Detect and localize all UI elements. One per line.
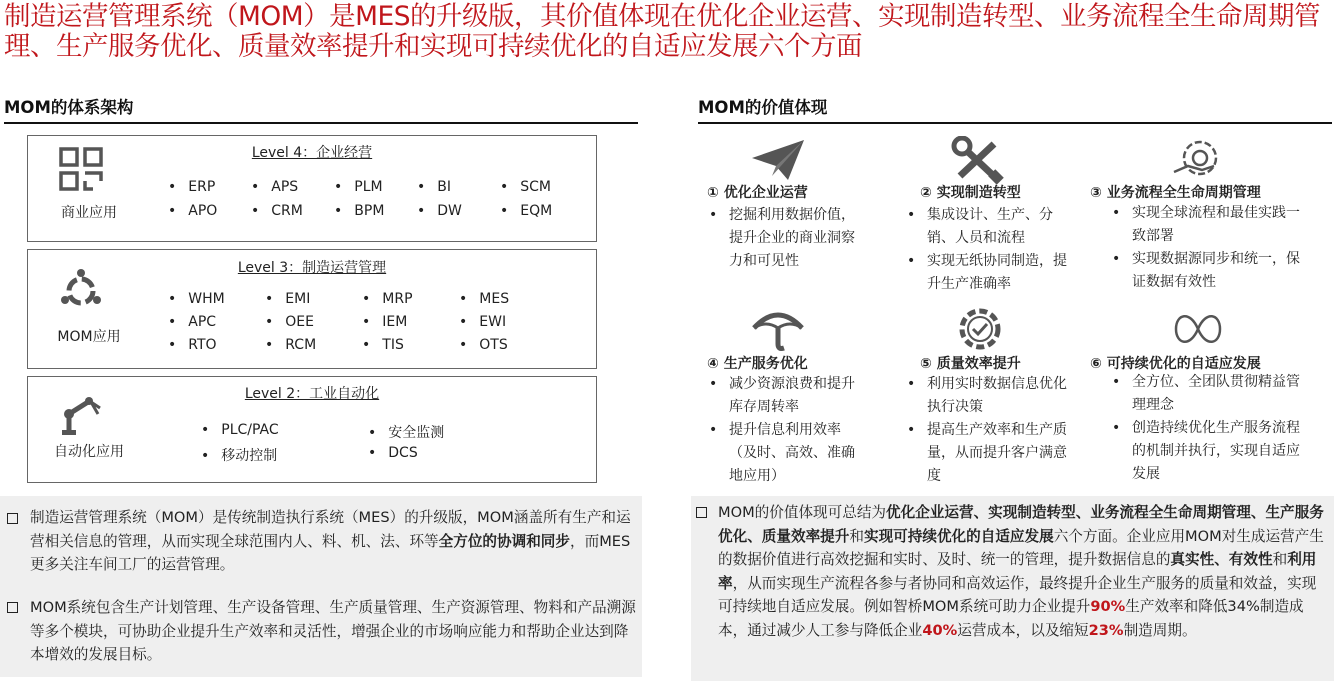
level-2-title: Level 2：工业自动化 [244,386,380,402]
value-4-bullets [707,373,867,488]
level-3-box [27,249,597,369]
item-safety-monitoring: • 安全监测 [368,422,444,442]
value-6-title: ⑥ 可持续优化的自适应发展 [1090,356,1261,372]
item-emi: • EMI [265,291,310,307]
checkbox-bullet-icon [696,507,707,518]
value-5-bullets [905,373,1080,488]
wrench-screwdriver-icon [950,136,1010,186]
page-title: 制造运营管理系统（MOM）是MES的升级版，其价值体现在优化企业运营、实现制造转型、业务流程全生命周期管理、生产服务优化、质量效率提升和实现可持续优化的自适应发展六个方面 [4,1,1321,62]
level-2-label: 自动化应用 [54,444,124,460]
umbrella-icon [748,304,808,354]
value-2-bullet: • 实现无纸协同制造，提升生产准确率 [905,250,1080,296]
level-3-label: MOM应用 [57,329,121,345]
value-2-bullets [905,204,1080,296]
item-bi: • BI [417,179,451,195]
item-ots: • OTS [459,337,508,353]
item-dcs: • DCS [368,445,418,461]
item-plm: • PLM [334,179,383,195]
grid-apps-icon [58,146,104,192]
item-eqm: • EQM [500,203,552,219]
item-crm: • CRM [251,203,303,219]
infinity-icon [1168,304,1228,354]
value-heading: MOM的价值体现 [698,94,1332,124]
item-rcm: • RCM [265,337,316,353]
value-6-bullet: • 创造持续优化生产服务流程的机制并执行，实现自适应发展 [1110,417,1305,486]
item-ewi: • EWI [459,314,506,330]
item-whm: • WHM [168,291,225,307]
gear-check-icon [950,304,1010,354]
item-aps: • APS [251,179,298,195]
value-summary-text: MOM的价值体现可总结为优化企业运营、实现制造转型、业务流程全生命周期管理、生产服务优化、质量效率提升和实现可持续优化的自适应发展六个方面。企业应用MOM对生成运营产生的数据价值进行高效挖掘和实时、及时、统一的管理，提升数据信息的真实性、有效性和利用率，从而实现生产流程各参与者协同和高效运作，最终提升企业生产服务的质量和效益，实现可持续地自适应发展。例如智桥MOM系统可助力企业提升90%生产效率和降低34%制造成本，通过减少人工参与降低企业40%运营成本，以及缩短23%制造周期。 [718,504,1324,639]
item-mes: • MES [459,291,509,307]
value-1-bullets [707,204,867,273]
architecture-heading: MOM的体系架构 [4,94,638,124]
item-plc-pac: • PLC/PAC [201,422,279,438]
architecture-notes [0,496,642,677]
value-3-bullets [1110,202,1305,294]
level-4-title: Level 4：企业经营 [251,145,373,161]
value-5-title: ⑤ 质量效率提升 [920,356,1021,372]
robot-arm-icon [58,392,104,438]
item-motion-control: • 移动控制 [201,445,277,465]
item-mrp: • MRP [362,291,413,307]
architecture-note-2: MOM系统包含生产计划管理、生产设备管理、生产质量管理、生产资源管理、物料和产品溯源等多个模块，可协助企业提升生产效率和灵活性，增强企业的市场响应能力和帮助企业达到降本增效的发展目标。 [30,599,636,663]
value-3-title: ③ 业务流程全生命周期管理 [1090,185,1261,201]
value-4-bullet: • 提升信息利用效率（及时、高效、准确地应用） [707,419,867,488]
item-apo: • APO [168,203,217,219]
paper-plane-icon [748,136,808,186]
value-1-bullet: • 挖掘利用数据价值，提升企业的商业洞察力和可见性 [707,204,867,273]
value-5-bullet: • 利用实时数据信息优化执行决策 [905,373,1080,419]
item-iem: • IEM [362,314,407,330]
checkbox-bullet-icon [7,513,18,524]
item-tis: • TIS [362,337,404,353]
item-bpm: • BPM [334,203,384,219]
level-4-label: 商业应用 [61,205,117,221]
item-apc: • APC [168,314,216,330]
value-2-bullet: • 集成设计、生产、分销、人员和流程 [905,204,1080,250]
value-3-bullet: • 实现数据源同步和统一，保证数据有效性 [1110,248,1305,294]
gear-network-icon [58,268,104,314]
level-4-box [27,135,597,242]
item-scm: • SCM [500,179,551,195]
value-4-title: ④ 生产服务优化 [707,356,808,372]
gear-hand-icon [1168,136,1228,186]
value-3-bullet: • 实现全球流程和最佳实践一致部署 [1110,202,1305,248]
checkbox-bullet-icon [7,602,18,613]
level-3-title: Level 3：制造运营管理 [237,260,387,276]
item-erp: • ERP [168,179,215,195]
value-6-bullets [1110,371,1305,486]
architecture-note-1: 制造运营管理系统（MOM）是传统制造执行系统（MES）的升级版，MOM涵盖所有生产和运营相关信息的管理，从而实现全球范围内人、料、机、法、环等全方位的协调和同步，而MES更多关注车间工厂的运营管理。 [30,509,631,573]
item-oee: • OEE [265,314,314,330]
item-dw: • DW [417,203,462,219]
value-5-bullet: • 提高生产效率和生产质量，从而提升客户满意度 [905,419,1080,488]
value-summary-note [691,496,1334,681]
item-rto: • RTO [168,337,217,353]
level-2-box [27,376,597,483]
value-2-title: ② 实现制造转型 [920,185,1021,201]
value-1-title: ① 优化企业运营 [707,185,808,201]
value-6-bullet: • 全方位、全团队贯彻精益管理理念 [1110,371,1305,417]
value-4-bullet: • 减少资源浪费和提升库存周转率 [707,373,867,419]
